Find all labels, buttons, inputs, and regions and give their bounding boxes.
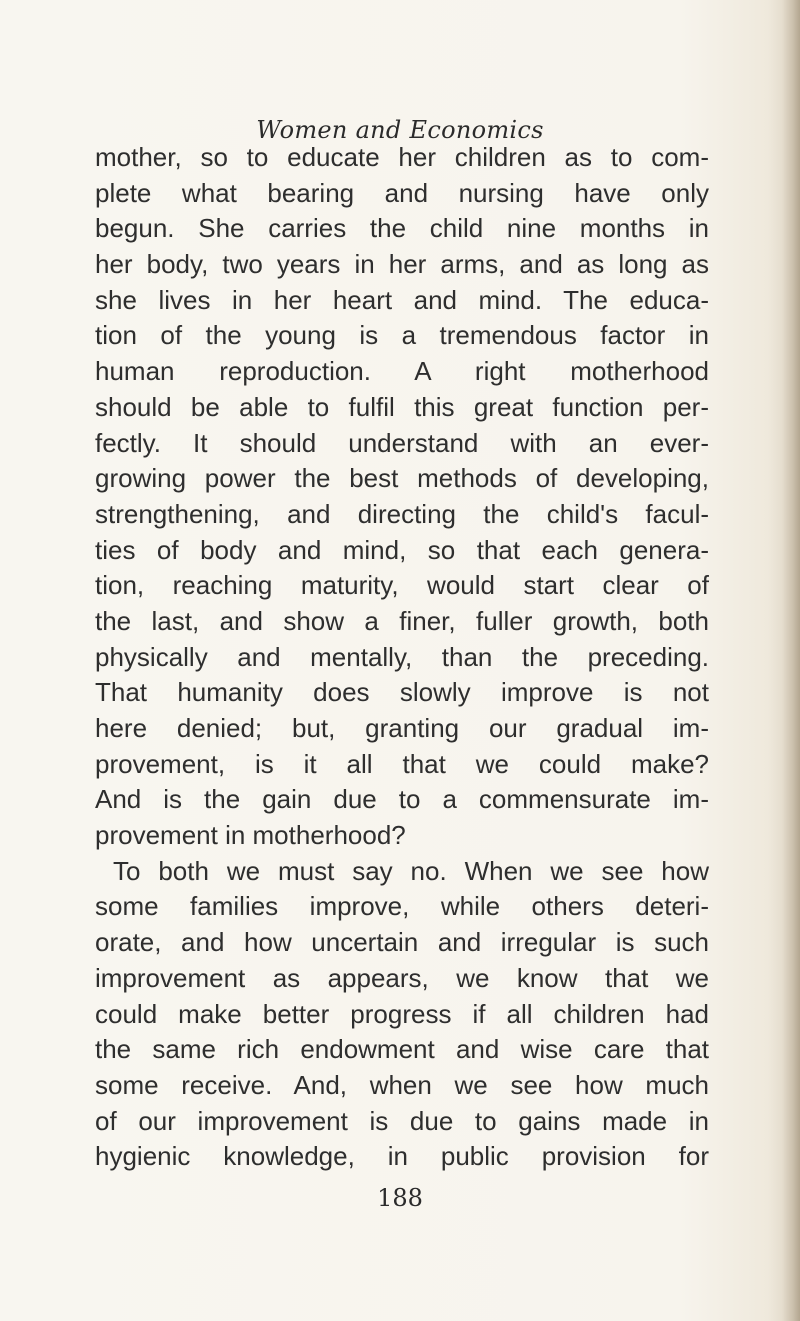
text-line: here denied; but, granting our gradual im- xyxy=(95,713,709,743)
text-line: provement in motherhood? xyxy=(95,820,406,851)
text-line: tion of the young is a tremendous factor in xyxy=(95,320,709,351)
text-line: provement, is it all that we could make? xyxy=(95,748,709,779)
text-line: improvement as appears, we know that we xyxy=(95,962,709,993)
text-line: hygienic knowledge, in public provision for xyxy=(95,1141,709,1172)
text-line: orate, and how uncertain and irregular is such xyxy=(95,927,709,958)
text-line: strengthening, and directing the child's facul- xyxy=(95,498,709,529)
text-line: her body, two years in her arms, and as long as xyxy=(95,249,709,280)
text-line: plete what bearing and nursing have only xyxy=(95,177,709,208)
text-line: ties of body and mind, so that each genera- xyxy=(95,534,709,565)
text-line: of our improvement is due to gains made in xyxy=(95,1105,709,1136)
text-line: begun. She carries the child nine months in xyxy=(95,213,709,244)
text-line: human reproduction. A right motherhood xyxy=(95,356,709,387)
text-line: To both we must say no. When we see how xyxy=(113,855,709,886)
text-line: could make better progress if all children had xyxy=(95,998,709,1029)
text-line: mother, so to educate her children as to com- xyxy=(95,142,709,172)
text-line: growing power the best methods of developing, xyxy=(95,463,709,494)
text-line: physically and mentally, than the preceding. xyxy=(95,641,709,672)
page-number: 188 xyxy=(377,1184,423,1212)
text-line: fectly. It should understand with an ever- xyxy=(95,427,709,458)
text-line: she lives in her heart and mind. The educa- xyxy=(95,284,709,315)
text-line: some families improve, while others deteri- xyxy=(95,891,709,922)
page-edge-shadow xyxy=(782,0,800,1321)
text-line: And is the gain due to a commensurate im- xyxy=(95,784,709,815)
body-text xyxy=(95,140,709,1175)
text-line: some receive. And, when we see how much xyxy=(95,1069,709,1100)
text-line: tion, reaching maturity, would start clear of xyxy=(95,570,709,601)
text-line: should be able to fulfil this great function per- xyxy=(95,391,709,422)
text-line: That humanity does slowly improve is not xyxy=(95,677,709,708)
running-head: Women and Economics xyxy=(256,116,544,144)
text-line: the last, and show a finer, fuller growth, both xyxy=(95,605,709,636)
text-line: the same rich endowment and wise care that xyxy=(95,1034,709,1065)
